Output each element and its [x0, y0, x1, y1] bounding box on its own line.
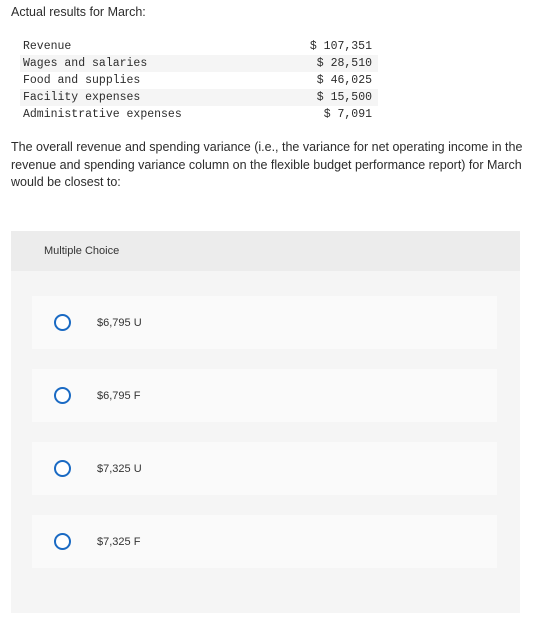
- row-label: Revenue: [23, 40, 72, 53]
- row-value: $ 7,091: [323, 108, 372, 121]
- row-label: Administrative expenses: [23, 108, 182, 121]
- results-row: [20, 106, 378, 123]
- choice-option-b[interactable]: [32, 369, 497, 422]
- choice-option-c[interactable]: [32, 442, 497, 495]
- choice-label: $7,325 U: [97, 462, 142, 475]
- choice-label: $6,795 U: [97, 316, 142, 329]
- radio-button-icon[interactable]: [54, 314, 71, 331]
- row-label: Facility expenses: [23, 91, 141, 104]
- choice-option-a[interactable]: [32, 296, 497, 349]
- choice-option-d[interactable]: [32, 515, 497, 568]
- radio-button-icon[interactable]: [54, 533, 71, 550]
- intro-text: Actual results for March:: [11, 5, 146, 19]
- row-value: $ 15,500: [316, 91, 372, 104]
- multiple-choice-header: Multiple Choice: [11, 231, 520, 271]
- row-value: $ 28,510: [316, 57, 372, 70]
- results-row: [20, 72, 378, 89]
- choice-label: $7,325 F: [97, 535, 141, 548]
- results-row: [20, 38, 378, 55]
- row-label: Food and supplies: [23, 74, 141, 87]
- row-label: Wages and salaries: [23, 57, 148, 70]
- radio-button-icon[interactable]: [54, 387, 71, 404]
- multiple-choice-panel: [11, 231, 520, 613]
- radio-button-icon[interactable]: [54, 460, 71, 477]
- question-text: The overall revenue and spending variance (i.e., the variance for net operating income in the revenue and spending variance column on the flexible budget performance report) for March would be closest to:: [11, 140, 523, 189]
- results-row: [20, 55, 378, 72]
- row-value: $ 46,025: [316, 74, 372, 87]
- results-row: [20, 89, 378, 106]
- choice-label: $6,795 F: [97, 389, 141, 402]
- results-table: [20, 38, 378, 123]
- row-value: $ 107,351: [309, 40, 372, 53]
